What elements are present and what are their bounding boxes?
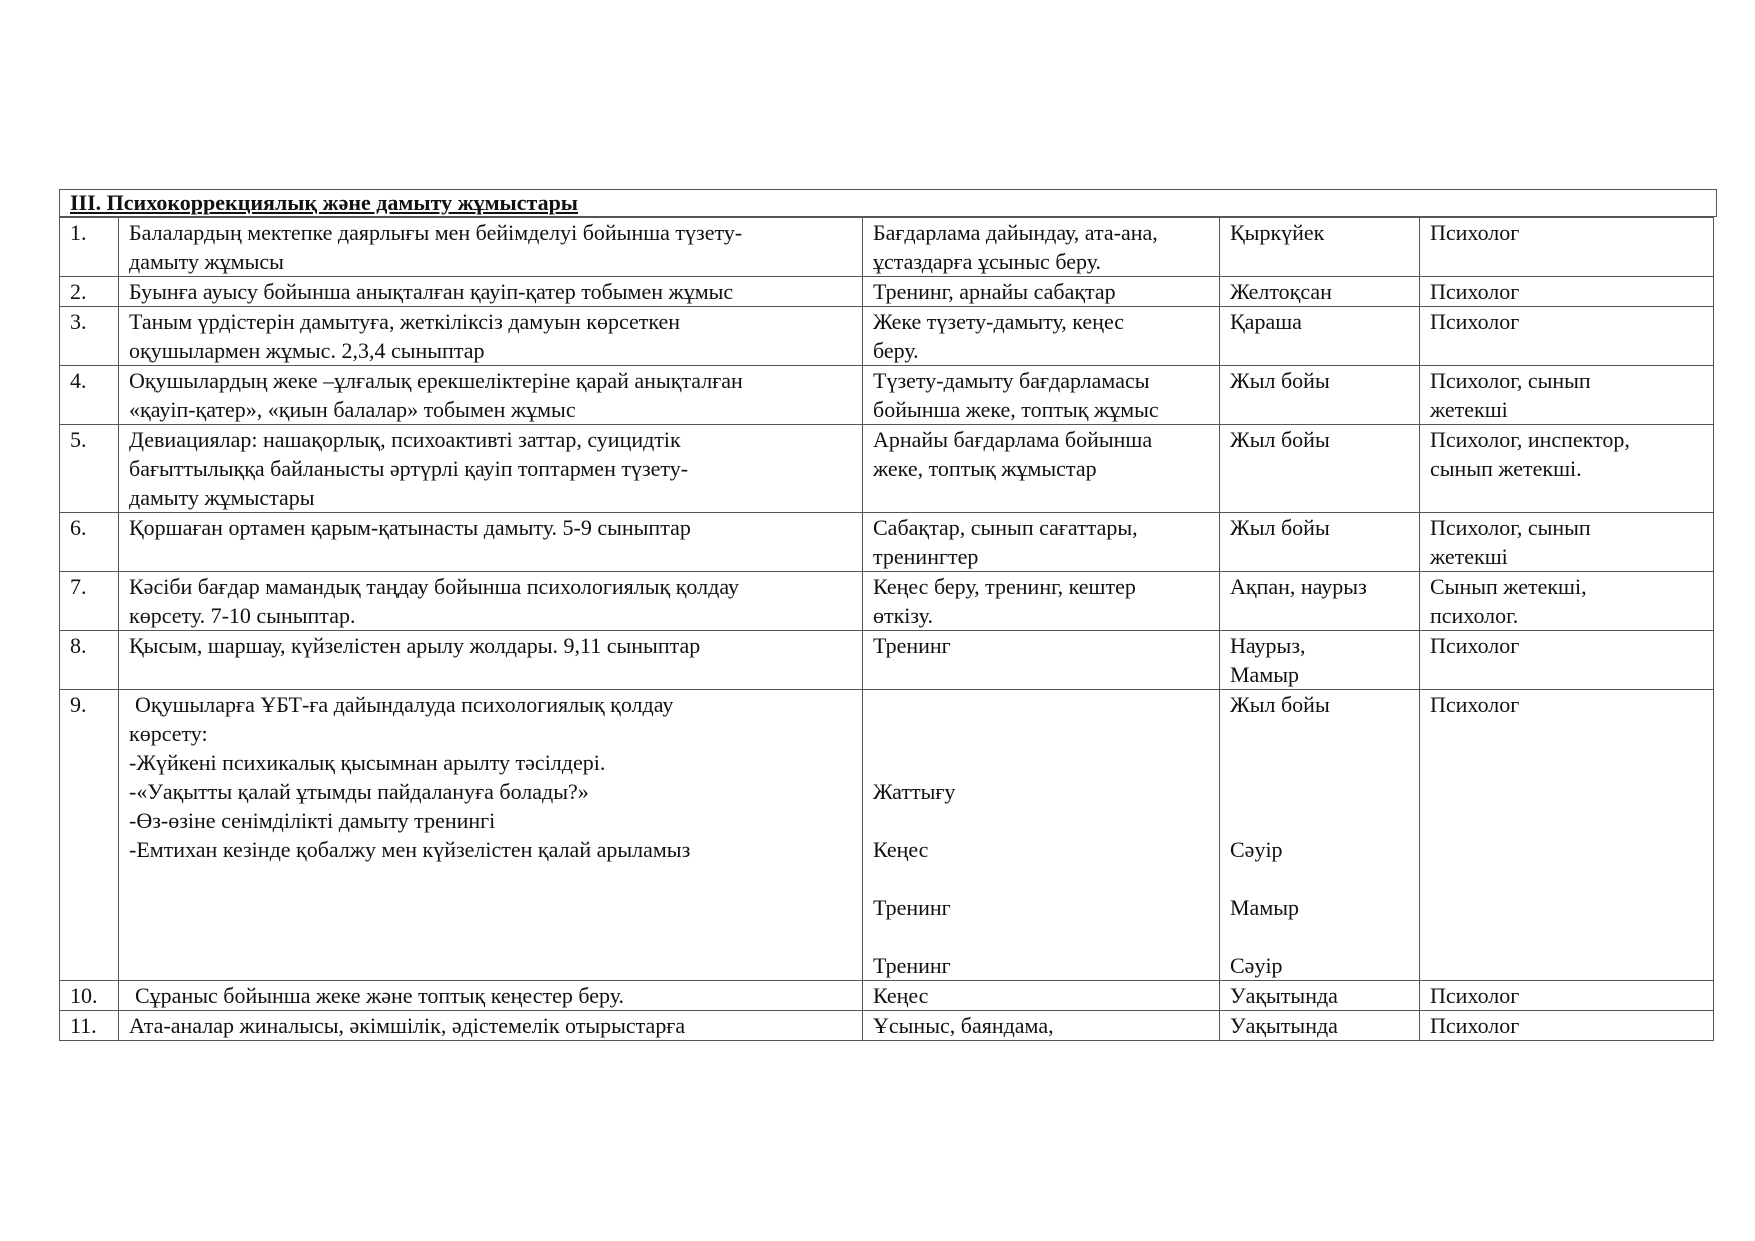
cell-line	[873, 748, 1219, 777]
work-form-cell	[863, 218, 1220, 277]
work-description-cell	[119, 307, 863, 366]
cell-line: Түзету-дамыту бағдарламасы	[873, 368, 1150, 393]
row-number-label: 8.	[70, 633, 87, 658]
cell-line	[1230, 922, 1419, 951]
row-number	[60, 1011, 119, 1041]
cell-line: Психолог	[1430, 220, 1520, 245]
cell-line: психолог.	[1430, 603, 1519, 628]
table-row	[60, 425, 1714, 513]
work-description-cell	[119, 631, 863, 690]
deadline-cell	[1220, 690, 1420, 981]
row-number	[60, 366, 119, 425]
cell-line: бойынша жеке, топтық жұмыс	[873, 397, 1159, 422]
cell-line: өткізу.	[873, 603, 933, 628]
responsible-cell	[1420, 631, 1714, 690]
cell-line: Кеңес	[873, 837, 929, 862]
table-row	[60, 366, 1714, 425]
cell-line	[873, 690, 1219, 719]
cell-line: Наурыз,	[1230, 633, 1306, 658]
row-number-label: 10.	[70, 983, 98, 1008]
row-number	[60, 690, 119, 981]
cell-line: Қоршаған ортамен қарым-қатынасты дамыту. 5-9 сыныптар	[129, 515, 691, 540]
cell-line	[1230, 864, 1419, 893]
row-number-label: 5.	[70, 427, 87, 452]
cell-line: Мамыр	[1230, 662, 1300, 687]
row-number	[60, 981, 119, 1011]
cell-line: Арнайы бағдарлама бойынша	[873, 427, 1153, 452]
cell-line: Қысым, шаршау, күйзелістен арылу жолдары. 9,11 сыныптар	[129, 633, 701, 658]
cell-line: Психолог, сынып	[1430, 515, 1591, 540]
work-form-cell	[863, 981, 1220, 1011]
cell-line: Сынып жетекші,	[1430, 574, 1587, 599]
table-row	[60, 572, 1714, 631]
cell-line: Тренинг	[873, 895, 951, 920]
cell-line: жеке, топтық жұмыстар	[873, 456, 1097, 481]
work-form-cell	[863, 690, 1220, 981]
work-form-cell	[863, 366, 1220, 425]
work-form-cell	[863, 1011, 1220, 1041]
cell-line: «қауіп-қатер», «қиын балалар» тобымен жұмыс	[129, 397, 576, 422]
row-number	[60, 307, 119, 366]
table-row	[60, 513, 1714, 572]
deadline-cell	[1220, 631, 1420, 690]
cell-line: жетекші	[1430, 397, 1508, 422]
cell-line: -Емтихан кезінде қобалжу мен күйзелістен қалай арыламыз	[129, 837, 691, 862]
cell-line: Психолог	[1430, 1013, 1520, 1038]
cell-line: Жыл бойы	[1230, 515, 1330, 540]
responsible-cell	[1420, 572, 1714, 631]
table-row	[60, 277, 1714, 307]
cell-line: оқушылармен жұмыс. 2,3,4 сыныптар	[129, 338, 485, 363]
cell-line: Мамыр	[1230, 895, 1300, 920]
cell-line: Қараша	[1230, 309, 1302, 334]
cell-line: Кеңес	[873, 983, 929, 1008]
cell-line: Қыркүйек	[1230, 220, 1325, 245]
row-number	[60, 513, 119, 572]
cell-line	[129, 893, 862, 922]
responsible-cell	[1420, 981, 1714, 1011]
table-row	[60, 690, 1714, 981]
cell-line: Тренинг	[873, 633, 951, 658]
work-description-cell	[119, 513, 863, 572]
deadline-cell	[1220, 1011, 1420, 1041]
work-description-cell	[119, 572, 863, 631]
table-body	[60, 218, 1714, 1041]
cell-line: тренингтер	[873, 544, 979, 569]
responsible-cell	[1420, 366, 1714, 425]
cell-line: Девиациялар: нашақорлық, психоактивті заттар, суицидтік	[129, 427, 681, 452]
deadline-cell	[1220, 425, 1420, 513]
cell-line	[129, 864, 862, 893]
cell-line: -«Уақытты қалай ұтымды пайдалануға болады?»	[129, 779, 589, 804]
work-description-cell	[119, 981, 863, 1011]
table-row	[60, 1011, 1714, 1041]
row-number-label: 11.	[70, 1013, 97, 1038]
row-number-label: 4.	[70, 368, 87, 393]
cell-line: Балалардың мектепке даярлығы мен бейімделуі бойынша түзету-	[129, 220, 743, 245]
cell-line: ұстаздарға ұсыныс беру.	[873, 249, 1101, 274]
cell-line	[873, 719, 1219, 748]
cell-line: Тренинг	[873, 953, 951, 978]
cell-line	[1230, 748, 1419, 777]
deadline-cell	[1220, 572, 1420, 631]
cell-line: Психолог, инспектор,	[1430, 427, 1630, 452]
cell-line: Жыл бойы	[1230, 368, 1330, 393]
row-number	[60, 631, 119, 690]
cell-line: Сәуір	[1230, 837, 1283, 862]
cell-line: Таным үрдістерін дамытуға, жеткіліксіз дамуын көрсеткен	[129, 309, 681, 334]
row-number	[60, 425, 119, 513]
cell-line	[129, 922, 862, 951]
work-description-cell	[119, 425, 863, 513]
responsible-cell	[1420, 425, 1714, 513]
row-number	[60, 218, 119, 277]
cell-line: -Жүйкені психикалық қысымнан арылту тәсілдері.	[129, 750, 606, 775]
cell-line: Жаттығу	[873, 779, 956, 804]
cell-line: Оқушыларға ҰБТ-ға дайындалуда психологиялық қолдау	[135, 692, 674, 717]
cell-line: Сұраныс бойынша жеке және топтық кеңестер беру.	[135, 983, 625, 1008]
responsible-cell	[1420, 690, 1714, 981]
work-form-cell	[863, 631, 1220, 690]
cell-line: Ұсыныс, баяндама,	[873, 1013, 1054, 1038]
cell-line: Психолог, сынып	[1430, 368, 1591, 393]
cell-line: Тренинг, арнайы сабақтар	[873, 279, 1116, 304]
deadline-cell	[1220, 277, 1420, 307]
cell-line: Уақытында	[1230, 1013, 1338, 1038]
cell-line	[1230, 719, 1419, 748]
work-form-cell	[863, 307, 1220, 366]
cell-line: Сабақтар, сынып сағаттары,	[873, 515, 1138, 540]
deadline-cell	[1220, 981, 1420, 1011]
cell-line: Психолог	[1430, 692, 1520, 717]
cell-line: жетекші	[1430, 544, 1508, 569]
deadline-cell	[1220, 366, 1420, 425]
responsible-cell	[1420, 513, 1714, 572]
row-number	[60, 572, 119, 631]
work-description-cell	[119, 366, 863, 425]
cell-line: Жыл бойы	[1230, 427, 1330, 452]
cell-line: Кәсіби бағдар мамандық таңдау бойынша психологиялық қолдау	[129, 574, 739, 599]
cell-line: Кеңес беру, тренинг, кештер	[873, 574, 1136, 599]
row-number	[60, 277, 119, 307]
work-description-cell	[119, 690, 863, 981]
cell-line: Психолог	[1430, 309, 1520, 334]
deadline-cell	[1220, 307, 1420, 366]
cell-line: сынып жетекші.	[1430, 456, 1582, 481]
cell-line: дамыту жұмыстары	[129, 485, 315, 510]
cell-line: дамыту жұмысы	[129, 249, 284, 274]
cell-line: Жыл бойы	[1230, 692, 1330, 717]
cell-line	[873, 864, 1219, 893]
cell-line	[1230, 806, 1419, 835]
cell-line: бағыттылыққа байланысты әртүрлі қауіп топтармен түзету-	[129, 456, 689, 481]
deadline-cell	[1220, 513, 1420, 572]
cell-line: Оқушылардың жеке –ұлғалық ерекшеліктеріне қарай анықталған	[129, 368, 743, 393]
row-number-label: 7.	[70, 574, 87, 599]
work-form-cell	[863, 513, 1220, 572]
cell-line: Психолог	[1430, 279, 1520, 304]
cell-line: беру.	[873, 338, 919, 363]
work-form-cell	[863, 572, 1220, 631]
cell-line: көрсету:	[129, 721, 208, 746]
section-title: III. Психокоррекциялық және дамыту жұмыстары	[59, 189, 1717, 217]
responsible-cell	[1420, 1011, 1714, 1041]
cell-line: Уақытында	[1230, 983, 1338, 1008]
work-description-cell	[119, 1011, 863, 1041]
row-number-label: 9.	[70, 692, 87, 717]
cell-line: Психолог	[1430, 983, 1520, 1008]
cell-line: көрсету. 7-10 сыныптар.	[129, 603, 356, 628]
cell-line: Желтоқсан	[1230, 279, 1332, 304]
work-plan-table	[59, 217, 1714, 1041]
cell-line: Бағдарлама дайындау, ата-ана,	[873, 220, 1158, 245]
cell-line: Сәуір	[1230, 953, 1283, 978]
work-description-cell	[119, 218, 863, 277]
cell-line: Ата-аналар жиналысы, әкімшілік, әдістемелік отырыстарға	[129, 1013, 686, 1038]
cell-line	[873, 806, 1219, 835]
row-number-label: 3.	[70, 309, 87, 334]
table-row	[60, 981, 1714, 1011]
row-number-label: 1.	[70, 220, 87, 245]
work-form-cell	[863, 425, 1220, 513]
cell-line	[873, 922, 1219, 951]
table-row	[60, 307, 1714, 366]
cell-line: Ақпан, наурыз	[1230, 574, 1367, 599]
responsible-cell	[1420, 277, 1714, 307]
responsible-cell	[1420, 218, 1714, 277]
cell-line: Жеке түзету-дамыту, кеңес	[873, 309, 1125, 334]
row-number-label: 6.	[70, 515, 87, 540]
row-number-label: 2.	[70, 279, 87, 304]
cell-line: Психолог	[1430, 633, 1520, 658]
work-description-cell	[119, 277, 863, 307]
cell-line	[129, 951, 862, 980]
work-form-cell	[863, 277, 1220, 307]
table-row	[60, 631, 1714, 690]
responsible-cell	[1420, 307, 1714, 366]
cell-line: -Өз-өзіне сенімділікті дамыту тренингі	[129, 808, 496, 833]
table-row	[60, 218, 1714, 277]
cell-line: Буынға ауысу бойынша анықталған қауіп-қатер тобымен жұмыс	[129, 279, 734, 304]
cell-line	[1230, 777, 1419, 806]
deadline-cell	[1220, 218, 1420, 277]
